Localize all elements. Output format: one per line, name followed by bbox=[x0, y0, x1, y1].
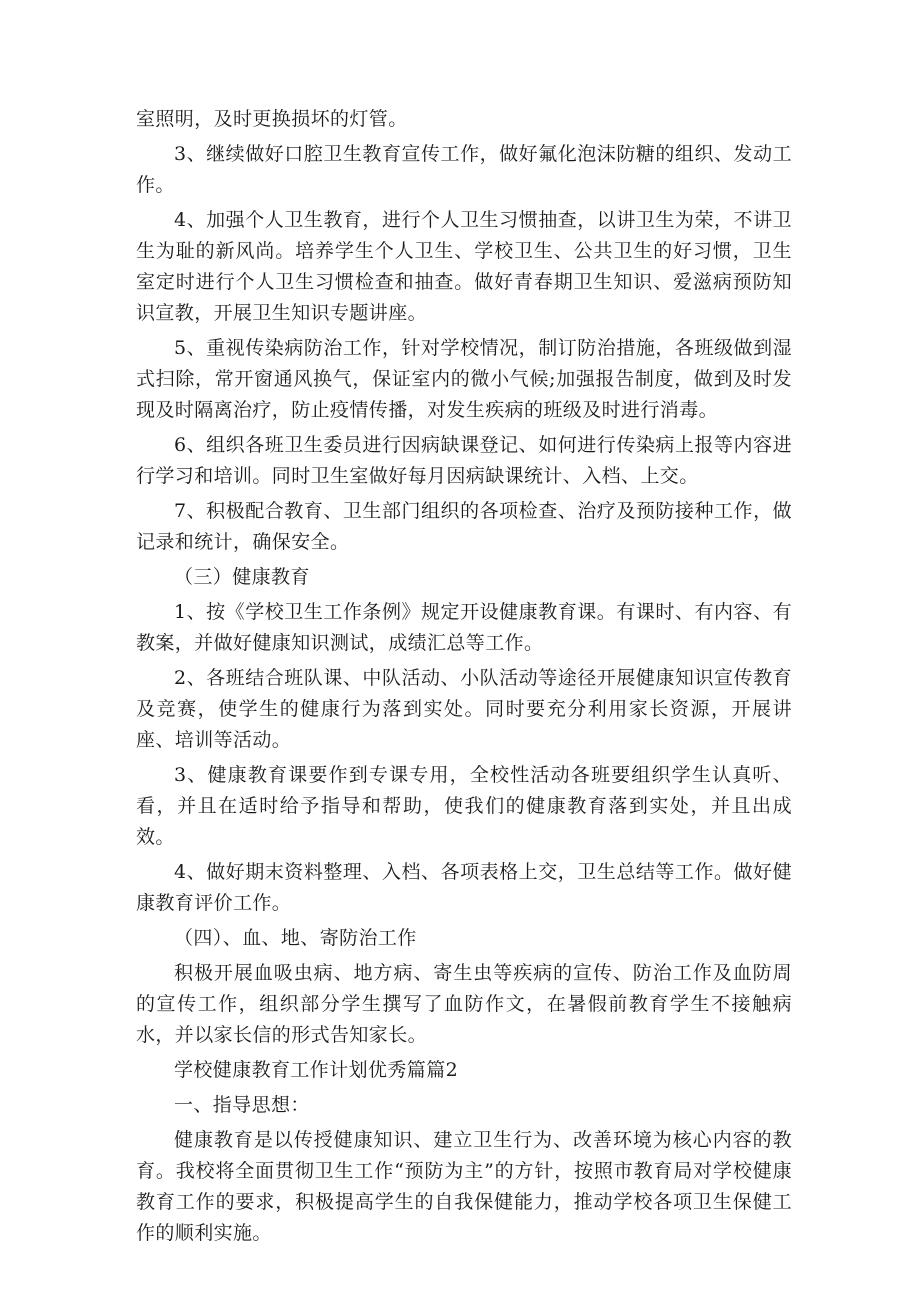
paragraph-11: 积极开展血吸虫病、地方病、寄生虫等疾病的宣传、防治工作及血防周的宣传工作，组织部分学生撰写了血防作文，在暑假前教育学生不接触病水，并以家长信的形式告知家长。 bbox=[136, 962, 792, 1046]
paragraph-1: 室照明，及时更换损坏的灯管。 bbox=[136, 108, 408, 130]
paragraph-3: 4、加强个人卫生教育，进行个人卫生习惯抽查，以讲卫生为荣，不讲卫生为耻的新风尚。培养学生个人卫生、学校卫生、公共卫生的好习惯，卫生室定时进行个人卫生习惯检查和抽查。做好青春期卫生知识、爱滋病预防知识宣教，开展卫生知识专题讲座。 bbox=[136, 209, 792, 324]
paragraph-9: 3、健康教育课要作到专课专用，全校性活动各班要组织学生认真听、看，并且在适时给予指导和帮助，使我们的健康教育落到实处，并且出成效。 bbox=[136, 764, 792, 848]
section-heading-3: （三）健康教育 bbox=[174, 566, 310, 588]
section-heading-guiding: 一、指导思想： bbox=[174, 1094, 310, 1116]
section-heading-4: （四）、血、地、寄防治工作 bbox=[174, 927, 417, 949]
paragraph-4: 5、重视传染病防治工作，针对学校情况，制订防治措施，各班级做到湿式扫除，常开窗通风换气，保证室内的微小气候;加强报告制度，做到及时发现及时隔离治疗，防止疫情传播，对发生疾病的班级及时进行消毒。 bbox=[136, 337, 792, 421]
paragraph-8: 2、各班结合班队课、中队活动、小队活动等途径开展健康知识宣传教育及竞赛，使学生的健康行为落到实处。同时要充分利用家长资源，开展讲座、培训等活动。 bbox=[136, 667, 792, 751]
document-body bbox=[136, 104, 792, 1249]
paragraph-12: 健康教育是以传授健康知识、建立卫生行为、改善环境为核心内容的教育。我校将全面贯彻卫生工作“预防为主”的方针，按照市教育局对学校健康教育工作的要求，积极提高学生的自我保健能力，推动学校各项卫生保健工作的顺利实施。 bbox=[136, 1129, 792, 1244]
paragraph-2: 3、继续做好口腔卫生教育宣传工作，做好氟化泡沫防糖的组织、发动工作。 bbox=[136, 143, 792, 196]
paragraph-5: 6、组织各班卫生委员进行因病缺课登记、如何进行传染病上报等内容进行学习和培训。同时卫生室做好每月因病缺课统计、入档、上交。 bbox=[136, 434, 792, 487]
article-title: 学校健康教育工作计划优秀篇篇2 bbox=[174, 1059, 459, 1081]
paragraph-7: 1、按《学校卫生工作条例》规定开设健康教育课。有课时、有内容、有教案，并做好健康知识测试，成绩汇总等工作。 bbox=[136, 601, 792, 654]
paragraph-6: 7、积极配合教育、卫生部门组织的各项检查、治疗及预防接种工作，做记录和统计，确保安全。 bbox=[136, 500, 792, 553]
paragraph-10: 4、做好期末资料整理、入档、各项表格上交，卫生总结等工作。做好健康教育评价工作。 bbox=[136, 861, 792, 914]
